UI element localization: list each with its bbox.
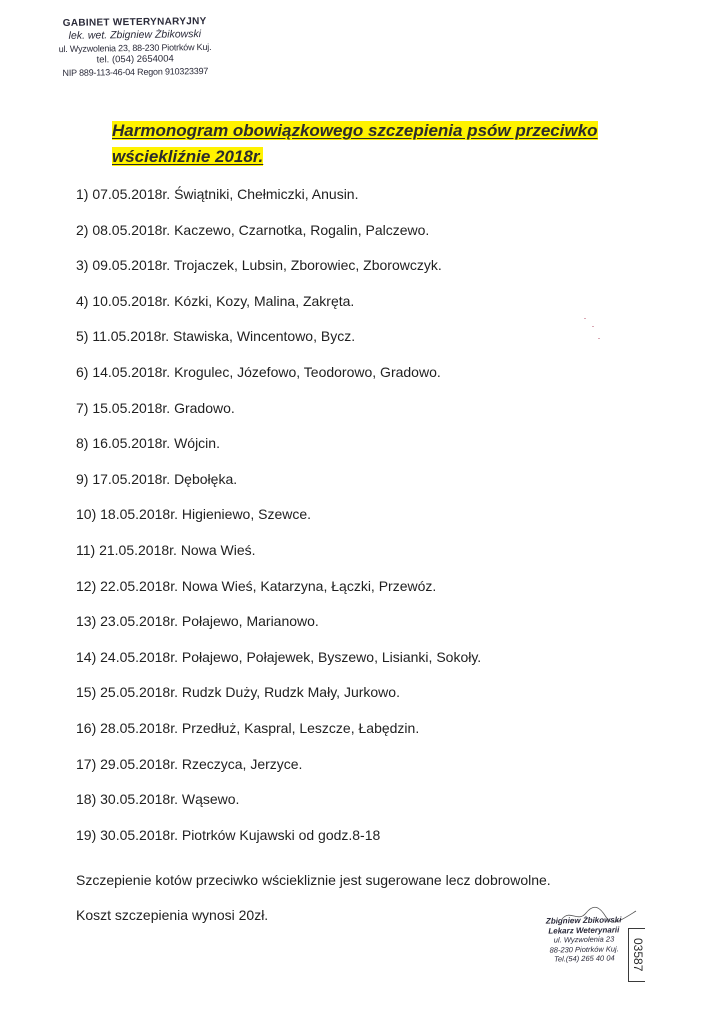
schedule-item: 13) 23.05.2018r. Połajewo, Marianowo. [76, 613, 319, 630]
scan-speck [598, 338, 600, 339]
schedule-item: 2) 08.05.2018r. Kaczewo, Czarnotka, Rogalin, Palczewo. [76, 221, 430, 238]
schedule-item: 3) 09.05.2018r. Trojaczek, Lubsin, Zborowiec, Zborowczyk. [76, 257, 442, 274]
signature-city: 88-230 Piotrków Kuj. [549, 943, 619, 955]
schedule-item: 19) 30.05.2018r. Piotrków Kujawski od godz.8-18 [76, 826, 381, 843]
clinic-address: ul. Wyzwolenia 23, 88-230 Piotrków Kuj. [58, 41, 212, 55]
title-line-1: Harmonogram obowiązkowego szczepienia psów przeciwko [112, 121, 598, 140]
cost-note: Koszt szczepienia wynosi 20zł. [76, 907, 269, 923]
clinic-tax-ids: NIP 889-113-46-04 Regon 910323397 [62, 65, 209, 79]
schedule-item: 16) 28.05.2018r. Przedłuż, Kaspral, Leszcze, Łabędzin. [76, 719, 420, 736]
schedule-item: 17) 29.05.2018r. Rzeczyca, Jerzyce. [76, 755, 303, 772]
schedule-item: 18) 30.05.2018r. Wąsewo. [76, 791, 240, 808]
schedule-item: 14) 24.05.2018r. Połajewo, Połajewek, Byszewo, Lisianki, Sokoły. [76, 648, 482, 665]
schedule-item: 9) 17.05.2018r. Dębołęka. [76, 470, 238, 487]
schedule-item: 6) 14.05.2018r. Krogulec, Józefowo, Teodorowo, Gradowo. [76, 363, 441, 380]
signature-stamp [528, 915, 641, 964]
side-registration-number: 03587 [628, 928, 645, 982]
schedule-item: 8) 16.05.2018r. Wójcin. [76, 435, 220, 452]
signature-title: Lekarz Weterynarii [548, 924, 620, 936]
schedule-item: 10) 18.05.2018r. Higieniewo, Szewce. [76, 506, 312, 523]
schedule-item: 4) 10.05.2018r. Kózki, Kozy, Malina, Zakręta. [76, 292, 355, 309]
schedule-item: 15) 25.05.2018r. Rudzk Duży, Rudzk Mały, Jurkowo. [76, 684, 400, 701]
clinic-name: GABINET WETERYNARYJNY [62, 15, 207, 30]
document-title [112, 118, 632, 170]
schedule-item: 11) 21.05.2018r. Nowa Wieś. [76, 541, 256, 558]
vet-name: lek. wet. Zbigniew Żbikowski [68, 28, 202, 42]
vaccination-schedule-list [76, 184, 676, 860]
scan-speck [584, 318, 586, 319]
schedule-item: 7) 15.05.2018r. Gradowo. [76, 399, 235, 416]
signature-address: ul. Wyzwolenia 23 [553, 934, 615, 945]
schedule-item: 1) 07.05.2018r. Świątniki, Chełmiczki, Anusin. [76, 186, 359, 202]
title-line-2: wściekliźnie 2018r. [112, 147, 264, 166]
clinic-phone: tel. (054) 2654004 [96, 53, 174, 66]
clinic-header-stamp [40, 15, 231, 80]
cats-vaccination-note: Szczepienie kotów przeciwko wściekliznie jest sugerowane lecz dobrowolne. [76, 872, 551, 888]
signature-phone: Tel.(54) 265 40 04 [553, 953, 615, 964]
schedule-item: 12) 22.05.2018r. Nowa Wieś, Katarzyna, Łączki, Przewóz. [76, 577, 437, 594]
scan-speck [592, 326, 594, 327]
signature-name: Zbigniew Żbikowski [545, 915, 622, 926]
schedule-item: 5) 11.05.2018r. Stawiska, Wincentowo, Bycz. [76, 328, 356, 345]
